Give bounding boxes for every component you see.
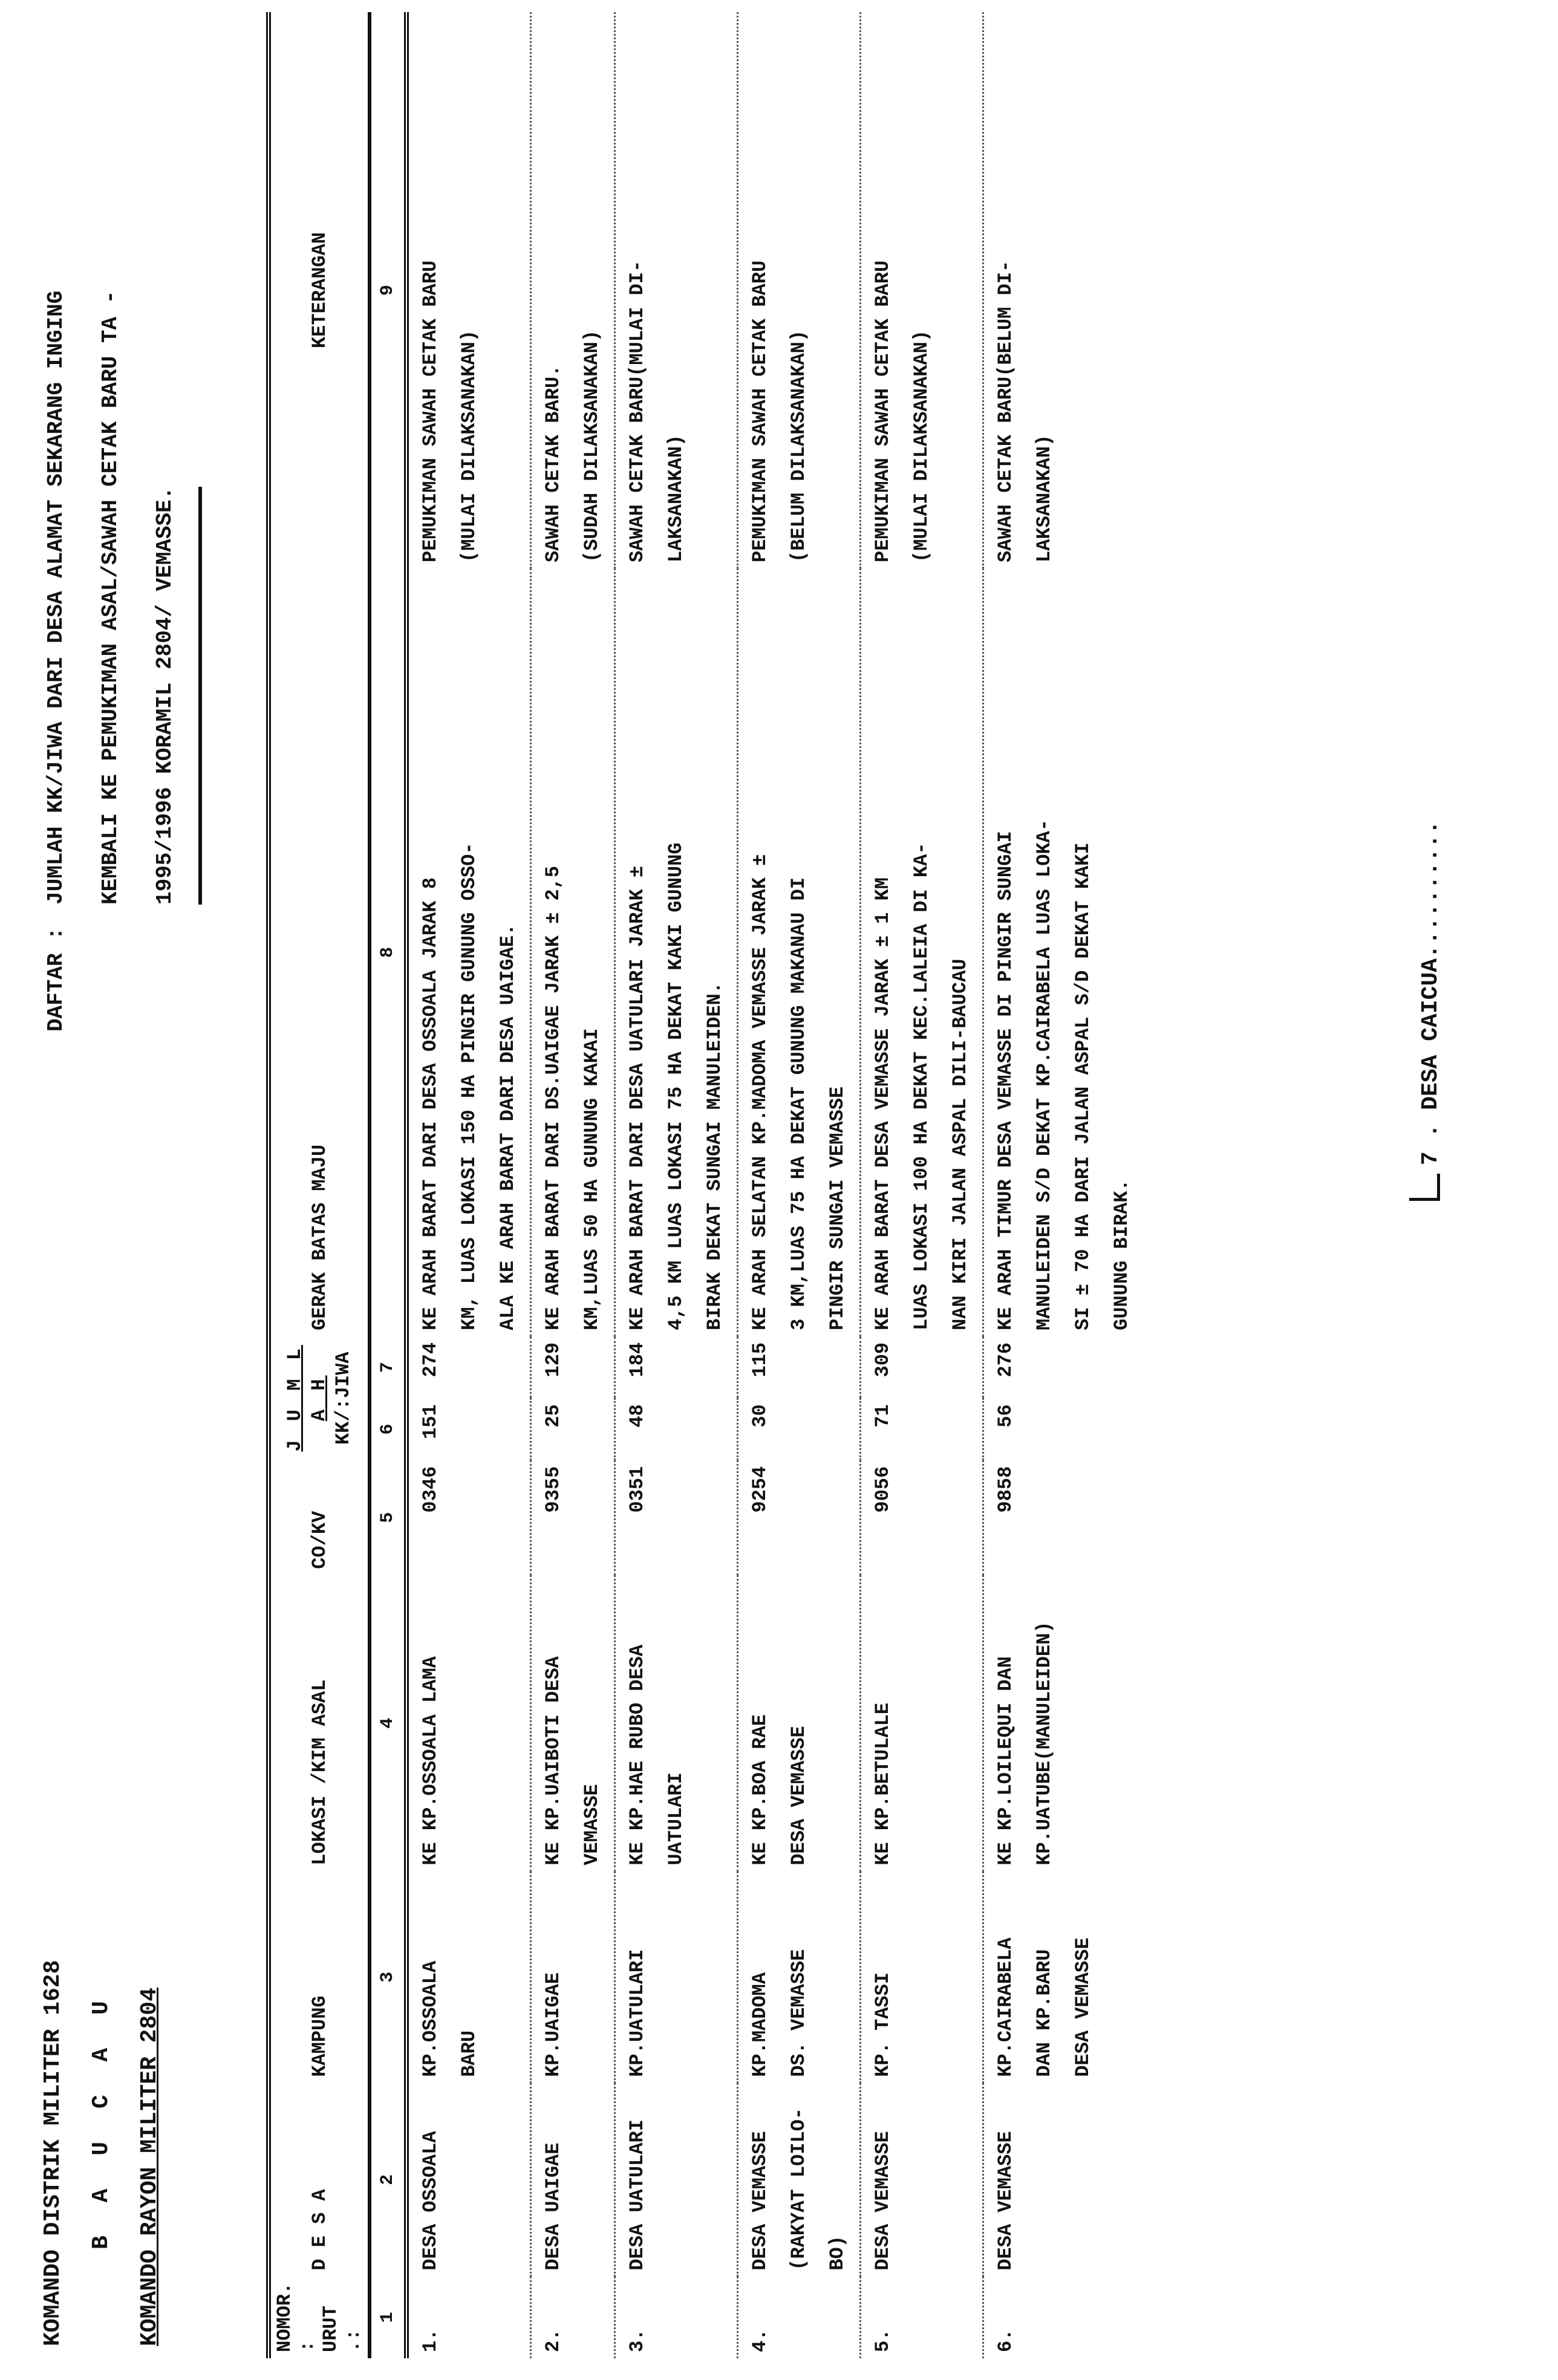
colnum: 8: [370, 568, 406, 1336]
cell-no: 4.: [738, 2277, 861, 2358]
data-table: [266, 12, 1144, 2358]
cell-keterangan: PEMUKIMAN SAWAH CETAK BARU (BELUM DILAKSANAKAN): [738, 12, 861, 568]
colnum: 9: [370, 12, 406, 568]
table-row: [738, 12, 861, 2358]
cell-gerak: KE ARAH BARAT DARI DESA UATULARI JARAK ± 4,5 KM LUAS LOKASI 75 HA DEKAT KAKI GUNUNG BIRAK DEKAT SUNGAI MANULEIDEN.: [615, 568, 738, 1336]
header-cokv: CO/KV: [269, 1460, 370, 1575]
header-keterangan: KETERANGAN: [269, 12, 370, 568]
cell-keterangan: PEMUKIMAN SAWAH CETAK BARU (MULAI DILAKSANAKAN): [406, 12, 531, 568]
cell-desa: DESA VEMASSE (RAKYAT LOILO- BO): [738, 2083, 861, 2277]
footnote-text: 7 . DESA CAICUA..........: [1418, 820, 1444, 1165]
title-line2: KEMBALI KE PEMUKIMAN ASAL/SAWAH CETAK BARU TA -: [98, 290, 123, 905]
cell-cokv: 9056: [861, 1460, 983, 1575]
colnum: 6: [370, 1398, 406, 1460]
cell-no: 3.: [615, 2277, 738, 2358]
cell-desa: DESA VEMASSE: [994, 2131, 1017, 2271]
header-jiwa: /:JIWA: [332, 1351, 354, 1422]
table-header-row: [269, 12, 370, 2358]
letterhead-line1: KOMANDO DISTRIK MILITER 1628: [40, 1960, 66, 2346]
cell-jiwa: 276: [994, 1342, 1017, 1377]
cell-desa: DESA OSSOALA: [406, 2083, 531, 2277]
cell-kk: 56: [994, 1404, 1017, 1428]
cell-desa: DESA UATULARI: [615, 2083, 738, 2277]
cell-kampung: KP.MADOMA DS. VEMASSE: [738, 1871, 861, 2083]
bracket-mark: [1409, 1174, 1440, 1201]
header-lokasi: LOKASI /KIM ASAL: [269, 1575, 370, 1871]
cell-cokv: 9254: [738, 1460, 861, 1575]
cell-keterangan: PEMUKIMAN SAWAH CETAK BARU (MULAI DILAKSANAKAN): [861, 12, 983, 568]
footnote: [1409, 821, 1444, 1201]
title-label: DAFTAR :: [44, 927, 68, 1032]
cell-keterangan: SAWAH CETAK BARU(MULAI DI- LAKSANAKAN): [615, 12, 738, 568]
colnum: 4: [370, 1575, 406, 1871]
cell-no: 1.: [406, 2277, 531, 2358]
title-line1: JUMLAH KK/JIWA DARI DESA ALAMAT SEKARANG INGING: [44, 290, 68, 905]
header-gerak: GERAK BATAS MAJU: [269, 568, 370, 1336]
cell-lokasi: KE KP.LOILEQUI DAN KP.UATUBE(MANULEIDEN): [994, 1621, 1055, 1865]
header-kampung: KAMPUNG: [269, 1871, 370, 2083]
header-nomor: NOMOR. : URUT .:: [269, 2277, 370, 2358]
cell-gerak: KE ARAH BARAT DESA VEMASSE JARAK ± 1 KM LUAS LOKASI 100 HA DEKAT KEC.LALEIA DI KA- NAN KIRI JALAN ASPAL DILI-BAUCAU: [861, 568, 983, 1336]
header-desa: D E S A: [269, 2083, 370, 2277]
cell-jiwa: 129: [531, 1336, 615, 1398]
cell-lokasi: KE KP.HAE RUBO DESA UATULARI: [615, 1575, 738, 1871]
column-number-row: [370, 12, 406, 2358]
colnum: 2: [370, 2083, 406, 2277]
cell-cokv: 9355: [531, 1460, 615, 1575]
table-row: [861, 12, 983, 2358]
cell-kk: 25: [531, 1398, 615, 1460]
header-jumlah-label: J U M L A H: [284, 1345, 330, 1452]
cell-kk: 48: [615, 1398, 738, 1460]
table-row: [531, 12, 615, 2358]
cell-lokasi: KE KP.OSSOALA LAMA: [406, 1575, 531, 1871]
letterhead-line2: B A U C A U: [88, 1991, 114, 2249]
cell-no: 2.: [531, 2277, 615, 2358]
cell-kampung: KP.UAIGAE: [531, 1871, 615, 2083]
cell-keterangan: SAWAH CETAK BARU(BELUM DI- LAKSANAKAN): [994, 260, 1055, 562]
document-title: [29, 16, 202, 1032]
header-kk: KK: [332, 1421, 354, 1445]
cell-kk: 30: [738, 1398, 861, 1460]
cell-desa: DESA VEMASSE: [861, 2083, 983, 2277]
header-jumlah: [269, 1336, 370, 1460]
table-row: [406, 12, 531, 2358]
cell-kampung: KP. TASSI: [861, 1871, 983, 2083]
cell-kampung: KP.OSSOALA BARU: [406, 1871, 531, 2083]
cell-keterangan: SAWAH CETAK BARU. (SUDAH DILAKSANAKAN): [531, 12, 615, 568]
cell-jiwa: 115: [738, 1336, 861, 1398]
cell-jiwa: 309: [861, 1336, 983, 1398]
cell-lokasi: KE KP.BOA RAE DESA VEMASSE: [738, 1575, 861, 1871]
colnum: 3: [370, 1871, 406, 2083]
cell-jiwa: 184: [615, 1336, 738, 1398]
cell-kampung: KP.CAIRABELA DAN KP.BARU DESA VEMASSE: [994, 1937, 1094, 2077]
cell-cokv: 0346: [406, 1460, 531, 1575]
cell-kk: 71: [861, 1398, 983, 1460]
cell-jiwa: 274: [406, 1336, 531, 1398]
title-line3: 1995/1996 KORAMIL 2804/ VEMASSE.: [138, 487, 202, 905]
cell-gerak: KE ARAH SELATAN KP.MADOMA VEMASSE JARAK ± 3 KM,LUAS 75 HA DEKAT GUNUNG MAKANAU DI PINGIR SUNGAI VEMASSE: [738, 568, 861, 1336]
cell-desa: DESA UAIGAE: [531, 2083, 615, 2277]
cell-kampung: KP.UATULARI: [615, 1871, 738, 2083]
colnum: 5: [370, 1460, 406, 1575]
colnum: 1: [370, 2277, 406, 2358]
cell-gerak: KE ARAH BARAT DARI DESA OSSOALA JARAK 8 KM, LUAS LOKASI 150 HA PINGIR GUNUNG OSSO- ALA KE ARAH BARAT DARI DESA UAIGAE.: [406, 568, 531, 1336]
colnum: 7: [370, 1336, 406, 1398]
letterhead: [29, 1960, 174, 2346]
cell-gerak: KE ARAH BARAT DARI DS.UAIGAE JARAK ± 2,5 KM,LUAS 50 HA GUNUNG KAKAI: [531, 568, 615, 1336]
cell-gerak: KE ARAH TIMUR DESA VEMASSE DI PINGIR SUNGAI MANULEIDEN S/D DEKAT KP.CAIRABELA LUAS LOKA- SI ± 70 HA DARI JALAN ASPAL S/D DEKAT KAKI GUNUNG BIRAK.: [994, 819, 1133, 1330]
table-row: [983, 12, 1144, 2358]
cell-cokv: 0351: [615, 1460, 738, 1575]
cell-no: 5.: [861, 2277, 983, 2358]
table-row: [615, 12, 738, 2358]
cell-cokv: 9858: [994, 1466, 1017, 1513]
cell-lokasi: KE KP.BETULALE: [861, 1575, 983, 1871]
cell-no: 6.: [994, 2329, 1017, 2352]
cell-lokasi: KE KP.UAIBOTI DESA VEMASSE: [531, 1575, 615, 1871]
cell-kk: 151: [406, 1398, 531, 1460]
letterhead-line3: KOMANDO RAYON MILITER 2804: [137, 1988, 163, 2346]
